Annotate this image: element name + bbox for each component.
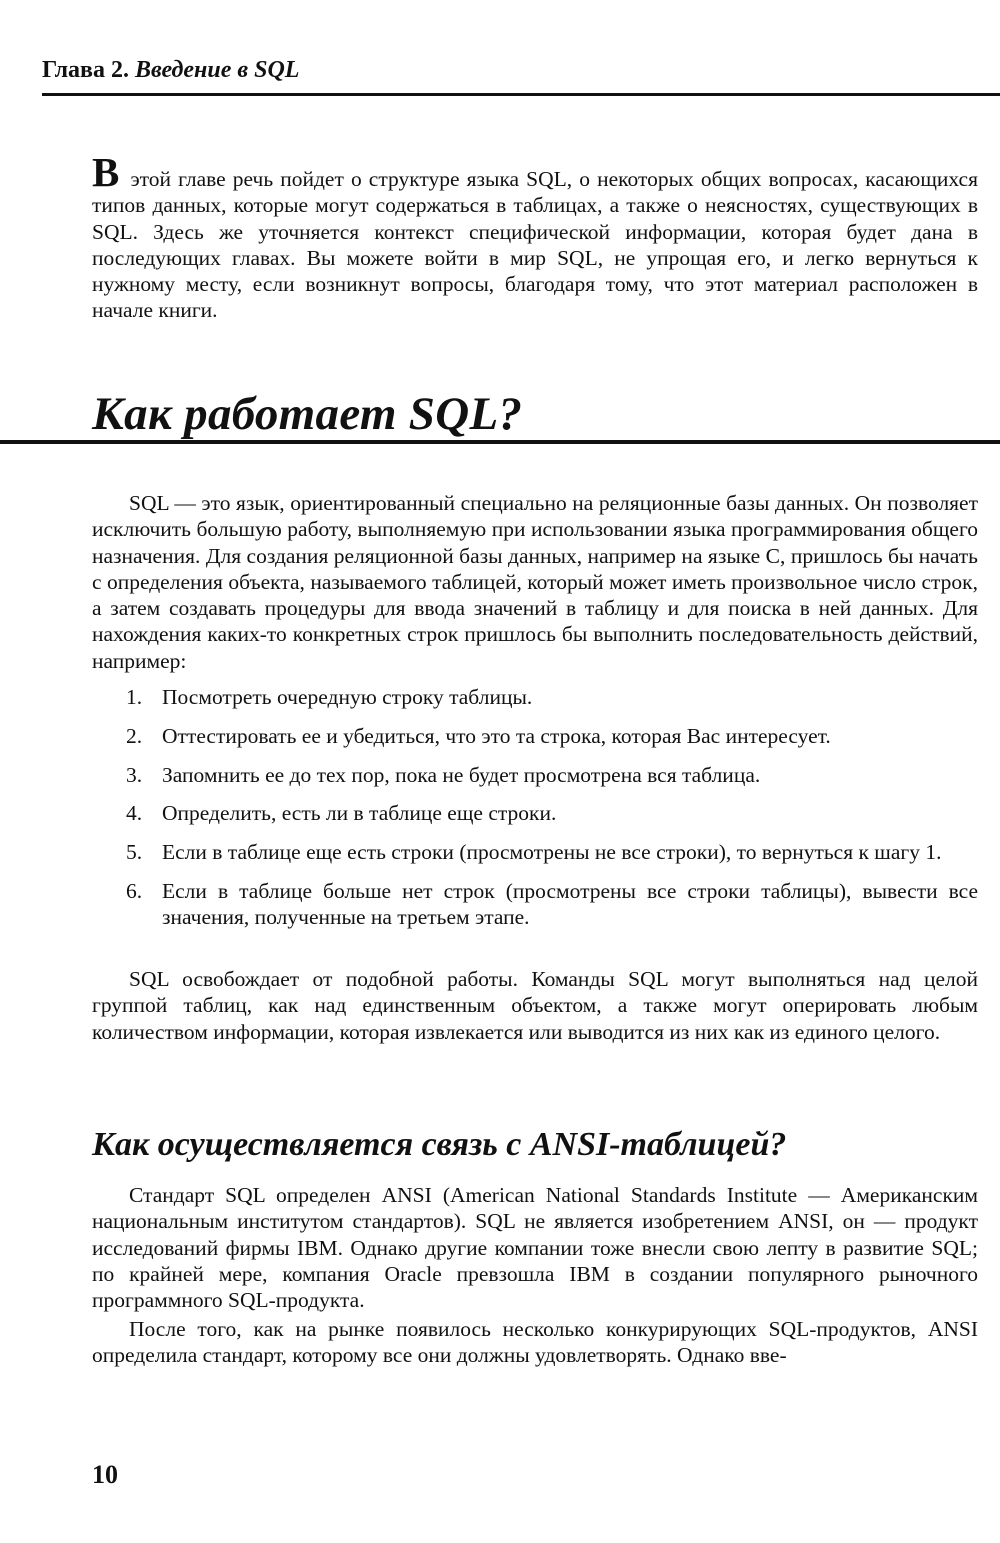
intro-text: этой главе речь пойдет о структуре языка SQL, о некоторых общих вопросах, касающихся типов данных, которые могут содержаться в таблицах, а также о неясностях, существующих в SQL. Здесь же уточняется контекст специфической информации, которая будет дана в последующих главах. Вы можете войти в мир SQL, не упрощая его, и легко вернуться к нужному месту, если возникнут вопросы, благодаря тому, что этот материал расположен в начале книги. xyxy=(92,167,978,323)
list-item-number: 5. xyxy=(126,840,143,865)
list-item-text: Запомнить ее до тех пор, пока не будет просмотрена вся таблица. xyxy=(162,762,761,787)
list-item-number: 3. xyxy=(126,762,143,787)
list-item-text: Определить, есть ли в таблице еще строки. xyxy=(162,801,557,826)
list-item-text: Оттестировать ее и убедиться, что это та строка, которая Вас интересует. xyxy=(162,723,831,748)
page-number: 10 xyxy=(92,1460,118,1489)
list-item xyxy=(92,723,978,749)
list-item-number: 1. xyxy=(126,685,143,709)
section2-paragraph-2-block xyxy=(92,1316,978,1369)
list-item xyxy=(92,800,978,826)
section2-paragraph-1-block xyxy=(92,1182,978,1313)
list-item xyxy=(92,839,978,865)
list-item xyxy=(92,762,978,788)
section2-paragraph-1: Стандарт SQL определен ANSI (American National Standards Institute — Американским национальным институтом стандартов). SQL не является изобретением ANSI, он — продукт исследований фирмы IBM. Однако другие компании тоже внесли свою лепту в развитие SQL; по крайней мере, компания Oracle превзошла IBM в создании популярного рыночного программного SQL-продукта. xyxy=(92,1183,978,1313)
running-head-title: Введение в SQL xyxy=(135,57,300,83)
list-item-text: Посмотреть очередную строку таблицы. xyxy=(162,685,533,709)
section1-paragraph-2-block xyxy=(92,966,978,1045)
section2-paragraph-2: После того, как на рынке появилось несколько конкурирующих SQL-продуктов, ANSI определила стандарт, которому все они должны удовлетворять. Однако вве- xyxy=(92,1317,978,1368)
header-rule xyxy=(42,93,1000,96)
section-heading-how-sql-works: Как работает SQL? xyxy=(92,388,523,440)
steps-list xyxy=(92,684,978,943)
section-heading-rule xyxy=(0,440,1000,444)
section1-paragraph-1-block xyxy=(92,490,978,674)
drop-cap: В xyxy=(92,149,120,195)
running-head-chapter: Глава 2. xyxy=(42,57,129,83)
list-item-number: 4. xyxy=(126,801,143,826)
list-item-number: 6. xyxy=(126,878,143,903)
list-item-text: Если в таблице еще есть строки (просмотрены не все строки), то вернуться к шагу 1. xyxy=(162,840,942,865)
section-heading-ansi: Как осуществляется связь с ANSI-таблицей? xyxy=(92,1126,787,1163)
list-item xyxy=(92,878,978,931)
list-item-number: 2. xyxy=(126,723,143,748)
section1-paragraph-1: SQL — это язык, ориентированный специально на реляционные базы данных. Он позволяет исключить большую работу, выполняемую при использовании языка программирования общего назначения. Для создания реляционной базы данных, например на языке С, пришлось бы начать с определения объекта, называемого таблицей, который может иметь произвольное число строк, а затем создавать процедуры для ввода значений в таблицу и для поиска в ней данных. Для нахождения каких-то конкретных строк пришлось бы выполнить последовательность действий, например: xyxy=(92,491,978,673)
list-item xyxy=(92,684,978,710)
running-head xyxy=(42,58,299,82)
chapter-intro xyxy=(92,149,978,324)
section1-paragraph-2: SQL освобождает от подобной работы. Команды SQL могут выполняться над целой группой таблиц, как над единственным объектом, а также могут оперировать любым количеством информации, которая извлекается или выводится из них как из единого целого. xyxy=(92,967,978,1044)
intro-paragraph xyxy=(92,149,978,324)
list-item-text: Если в таблице больше нет строк (просмотрены все строки таблицы), вывести все значения, полученные на третьем этапе. xyxy=(162,878,978,930)
